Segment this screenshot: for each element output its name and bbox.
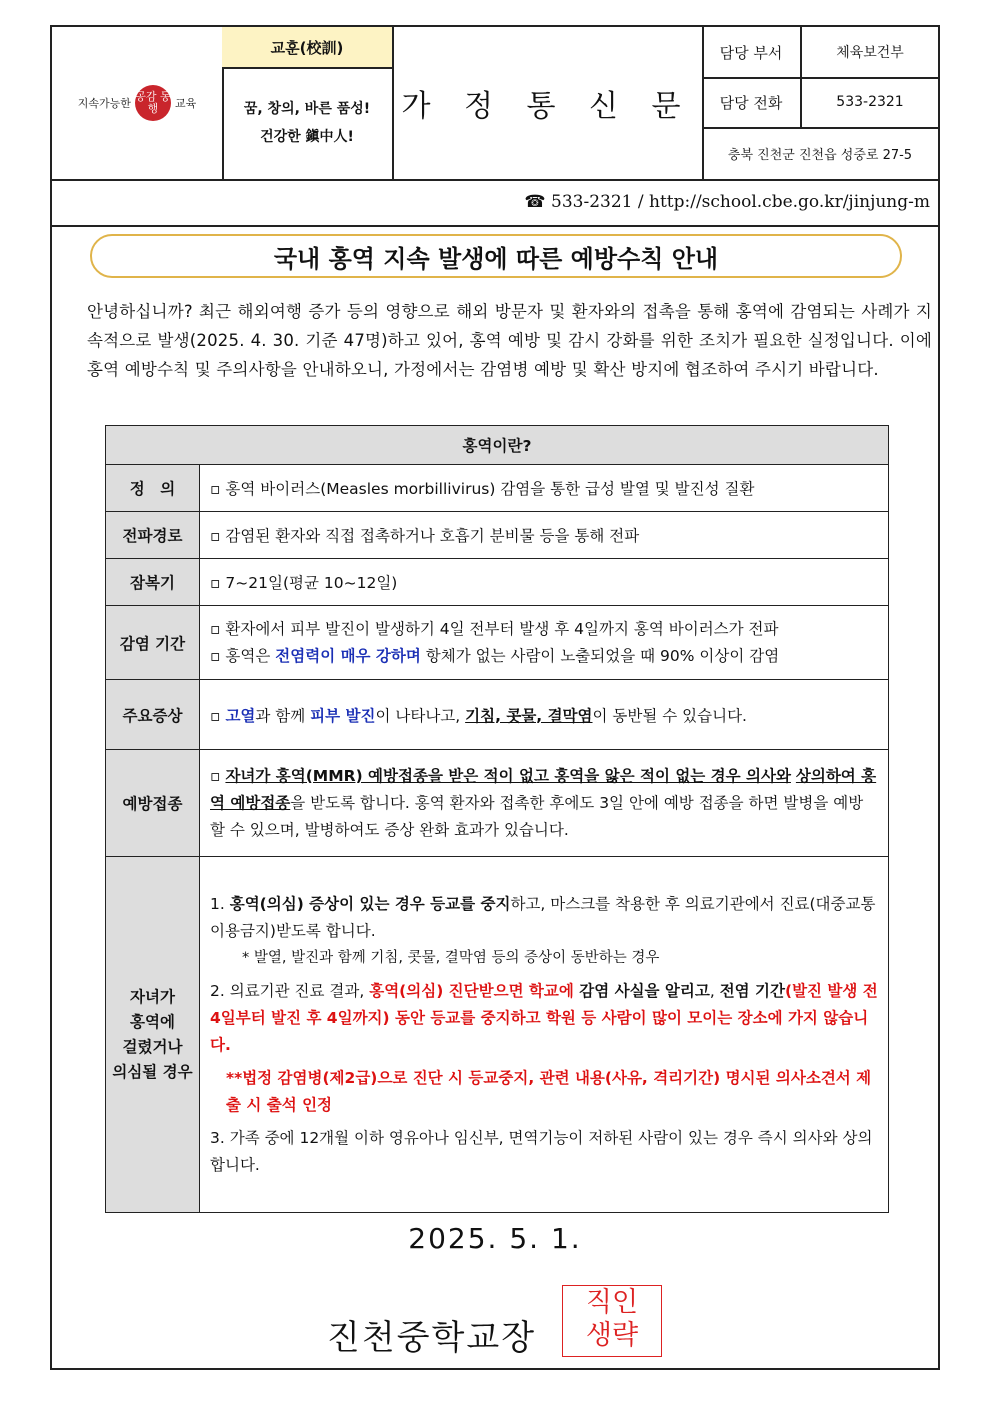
vaccine-c: 상의하여 홍역 예방접종 <box>210 766 877 812</box>
vaccine-d: 을 받도록 합니다. 홍역 환자와 접촉한 후에도 3일 안에 예방 접종을 하면 발병을 예방할 수 있으며, 발병하여도 증상 완화 효과가 있습니다. <box>210 793 864 839</box>
case-2e: 전염 기간 <box>719 981 785 1000</box>
case-2d: , <box>709 981 720 1000</box>
case-legal-note: **법정 감염병(제2급)으로 진단 시 등교중지, 관련 내용(사유, 격리기간) 명시된 의사소견서 제출 시 출석 인정 <box>226 1068 872 1114</box>
case-1c: 하고, 마스크를 착용한 후 의료기관에서 진료(대중교통 이용금지)받도록 합니다. <box>210 894 876 940</box>
route-label: 전파경로 <box>106 512 200 559</box>
phone-value: 533-2321 <box>836 94 904 110</box>
definition-text: ▫ 홍역 바이러스(Measles morbillivirus) 감염을 통한 급성 발열 및 발진성 질환 <box>200 465 889 512</box>
infect-2b: 전염력이 매우 강하며 <box>275 646 421 665</box>
motto-line-2: 건강한 鎭中人! <box>260 129 354 145</box>
route-text: ▫ 감염된 환자와 직접 접촉하거나 호흡기 분비물 등을 통해 전파 <box>200 512 889 559</box>
case-item-3: 3. 가족 중에 12개월 이하 영유아나 임신부, 면역기능이 저하된 사람이 있는 경우 즉시 의사와 상의합니다. <box>210 1128 873 1174</box>
vaccine-label: 예방접종 <box>106 750 200 857</box>
case-2b: 홍역(의심) 진단받으면 학교에 <box>369 981 574 1000</box>
infect-line-2 <box>210 643 878 670</box>
vaccine-b: 자녀가 홍역(MMR) 예방접종을 받은 적이 없고 홍역을 앓은 적이 없는 경우 의사와 <box>225 766 791 785</box>
infect-line-1: ▫ 환자에서 피부 발진이 발생하기 4일 전부터 발생 후 4일까지 홍역 바이러스가 전파 <box>210 619 779 638</box>
table-heading: 홍역이란? <box>106 426 889 465</box>
intro-paragraph: 안녕하십니까? 최근 해외여행 증가 등의 영향으로 해외 방문자 및 환자와의 접촉을 통해 홍역에 감염되는 사례가 지속적으로 발생(2025. 4. 30. 기준 47명)하고 있어, 홍역 예방 및 감시 강화를 위한 조치가 필요한 실정입니다. 이에 홍역 예방수칙 및 주의사항을 안내하오니, 가정에서는 감염병 예방 및 확산 방지에 협조하여 주시기 바랍니다. <box>87 302 932 379</box>
dept-label: 담당 부서 <box>719 43 783 62</box>
motto-line-1: 꿈, 창의, 바른 품성! <box>243 101 371 117</box>
case-item-2 <box>210 978 878 1059</box>
page-title: 가 정 통 신 문 <box>401 89 693 124</box>
motto-body <box>222 67 392 179</box>
symptom-f: 기침, 콧물, 결막염 <box>465 706 593 725</box>
banner-title: 국내 홍역 지속 발생에 따른 예방수칙 안내 <box>90 234 902 278</box>
case-1a: 1. <box>210 894 230 913</box>
symptom-cell <box>200 680 889 750</box>
symptom-c: 과 함께 <box>255 706 311 725</box>
school-address: 충북 진천군 진천읍 성중로 27-5 <box>727 147 913 163</box>
symptom-g: 이 동반될 수 있습니다. <box>592 706 747 725</box>
contact-divider <box>52 225 938 227</box>
vaccine-a: ▫ <box>210 766 226 785</box>
case-2a: 2. 의료기관 진료 결과, <box>210 981 370 1000</box>
symptom-d: 피부 발진 <box>310 706 376 725</box>
dept-value: 체육보건부 <box>836 45 904 61</box>
logo-circle: 공감 동행 <box>135 85 171 121</box>
phone-label: 담당 전화 <box>719 93 783 112</box>
case-label: 자녀가 홍역에 걸렸거나 의심될 경우 <box>106 857 200 1213</box>
case-2c: 감염 사실을 알리고 <box>573 981 710 1000</box>
contact-line: ☎ 533-2321 / http://school.cbe.go.kr/jinjung-m <box>524 192 930 212</box>
measles-info-table <box>105 425 889 1213</box>
school-logo <box>52 27 222 179</box>
symptom-a: ▫ <box>210 706 226 725</box>
infect-cell <box>200 606 889 680</box>
vaccine-cell <box>200 750 889 857</box>
symptom-b: 고열 <box>225 706 256 725</box>
case-1-note: * 발열, 발진과 함께 기침, 콧물, 결막염 등의 증상이 동반하는 경우 <box>242 949 660 966</box>
logo-left-text: 지속가능한 <box>77 97 131 110</box>
infect-label: 감염 기간 <box>106 606 200 680</box>
issue-date: 2025. 5. 1. <box>408 1222 582 1255</box>
incubation-text: ▫ 7~21일(평균 10~12일) <box>200 559 889 606</box>
case-2f: (발진 발생 전 4일부터 발진 후 4일까지) 동안 등교를 중지하고 학원 등 사람이 많이 모이는 장소에 가지 않습니다. <box>210 981 878 1054</box>
infect-2a: ▫ 홍역은 <box>210 646 276 665</box>
incubation-label: 잠복기 <box>106 559 200 606</box>
definition-label: 정 의 <box>106 465 200 512</box>
seal-omitted-stamp: 직인 생략 <box>562 1285 662 1357</box>
document-frame <box>50 25 940 1370</box>
case-item-1 <box>210 891 878 945</box>
case-cell <box>200 857 889 1213</box>
case-1b: 홍역(의심) 증상이 있는 경우 등교를 중지 <box>229 894 511 913</box>
motto-title: 교훈(校訓) <box>222 27 392 67</box>
infect-2c: 항체가 없는 사람이 노출되었을 때 90% 이상이 감염 <box>420 646 780 665</box>
symptom-e: 이 나타나고, <box>375 706 466 725</box>
principal-name: 진천중학교장 <box>327 1318 537 1358</box>
symptom-label: 주요증상 <box>106 680 200 750</box>
logo-right-text: 교육 <box>174 97 197 110</box>
